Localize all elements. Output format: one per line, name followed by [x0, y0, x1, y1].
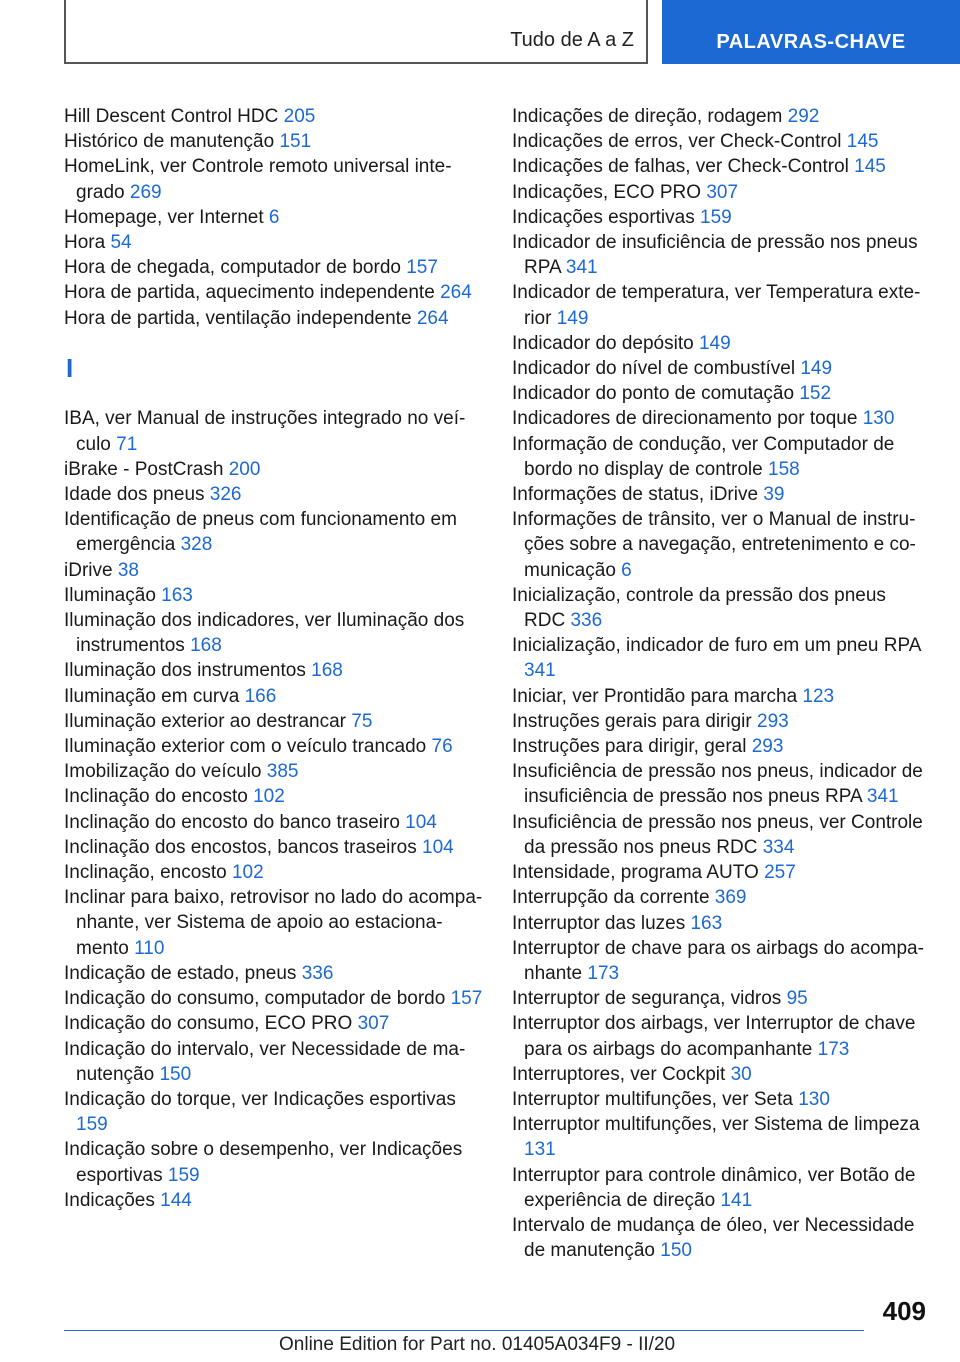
page-link[interactable]: 6 — [621, 559, 632, 581]
index-entry — [64, 205, 484, 230]
page-link[interactable]: 307 — [357, 1013, 390, 1035]
entry-text: Interruptor das luzes — [512, 912, 686, 934]
entry-text: Imobilização do veículo — [64, 761, 262, 783]
page-link[interactable]: 341 — [565, 257, 598, 279]
entry-text: Indicador do nível de combustível — [512, 358, 796, 380]
entry-text: Indicação do consumo, computador de bordo — [64, 988, 446, 1010]
index-entry — [64, 961, 484, 986]
entry-text: Inclinar para baixo, retrovisor no lado do acompanhante, ver Sistema de apoio ao estacionamento — [64, 887, 483, 959]
entry-text: Indicações, ECO PRO — [512, 181, 702, 203]
index-entry — [64, 104, 484, 129]
entry-text: Indicação do torque, ver Indicações esportivas — [64, 1088, 456, 1110]
page-link[interactable]: 326 — [209, 484, 242, 506]
page-link[interactable]: 159 — [76, 1114, 108, 1136]
page-link[interactable]: 123 — [802, 685, 835, 707]
page-link[interactable]: 145 — [846, 131, 879, 153]
entry-text: Indicação sobre o desempenho, ver Indicações esportivas — [64, 1139, 463, 1186]
index-entry — [64, 129, 484, 154]
index-entry — [64, 507, 484, 557]
page-link[interactable]: 257 — [764, 862, 796, 884]
index-entry — [512, 709, 926, 734]
index-entry — [512, 356, 926, 381]
index-entry — [64, 784, 484, 809]
index-entry — [512, 911, 926, 936]
entry-text: Insuficiência de pressão nos pneus, ver Controle da pressão nos pneus RDC — [512, 811, 923, 858]
page-link[interactable]: 158 — [768, 458, 800, 480]
index-entry — [512, 684, 926, 709]
index-entry — [64, 810, 484, 835]
entry-text: Interruptor dos airbags, ver Interruptor de chave para os airbags do acompanhante — [512, 1013, 916, 1060]
entry-text: Indicador do depósito — [512, 332, 694, 354]
index-entry — [512, 759, 926, 809]
header-section-box — [64, 0, 648, 64]
page-link[interactable]: 149 — [556, 307, 589, 329]
page-link[interactable]: 151 — [279, 131, 312, 153]
index-entry — [512, 331, 926, 356]
page-link[interactable]: 150 — [660, 1240, 692, 1262]
index-entry — [64, 457, 484, 482]
page-link[interactable]: 130 — [798, 1088, 830, 1110]
entry-text: Interruptor para controle dinâmico, ver Botão de experiência de direção — [512, 1164, 916, 1211]
page-link[interactable]: 293 — [751, 736, 784, 758]
entry-text: Inclinação dos encostos, bancos traseiros — [64, 836, 417, 858]
header-section-label: Tudo de A a Z — [510, 29, 634, 51]
page-link[interactable]: 269 — [129, 181, 162, 203]
page-link[interactable]: 149 — [698, 332, 731, 354]
page-link[interactable]: 157 — [406, 257, 438, 279]
index-entry — [64, 406, 484, 456]
page-link[interactable]: 30 — [730, 1063, 752, 1085]
index-entry — [64, 1188, 484, 1213]
page-link[interactable]: 328 — [180, 534, 213, 556]
index-entry — [64, 1011, 484, 1036]
page-link[interactable]: 168 — [190, 635, 222, 657]
index-entry — [64, 986, 484, 1011]
entry-text: Inclinação do encosto — [64, 786, 248, 808]
index-entry — [512, 482, 926, 507]
index-group-h — [64, 104, 484, 331]
entry-text: Iluminação exterior com o veículo trancado — [64, 736, 427, 758]
page-link[interactable]: 264 — [440, 282, 472, 304]
index-entry — [512, 381, 926, 406]
index-entry — [512, 810, 926, 860]
entry-text: Interruptor multifunções, ver Sistema de limpeza — [512, 1114, 920, 1136]
index-entry — [64, 583, 484, 608]
page-link[interactable]: 104 — [405, 811, 437, 833]
page-link[interactable]: 152 — [799, 383, 832, 405]
entry-text: Inclinação, encosto — [64, 862, 227, 884]
entry-text: Instruções para dirigir, geral — [512, 736, 747, 758]
page-link[interactable]: 95 — [786, 988, 808, 1010]
index-entry — [512, 583, 926, 633]
page-link[interactable]: 75 — [351, 710, 373, 732]
page-link[interactable]: 293 — [757, 710, 789, 732]
index-column-right — [512, 104, 926, 1263]
page-link[interactable]: 131 — [524, 1139, 556, 1161]
entry-text: Inclinação do encosto do banco traseiro — [64, 811, 400, 833]
entry-text: Histórico de manutenção — [64, 131, 275, 153]
entry-text: Hora — [64, 232, 106, 254]
section-letter: I — [66, 352, 74, 383]
index-entry — [64, 230, 484, 255]
entry-text: iBrake - PostCrash — [64, 458, 224, 480]
footer-divider — [64, 1330, 864, 1331]
entry-text: Identificação de pneus com funcionamento em emergência — [64, 509, 457, 556]
index-entry — [64, 280, 484, 305]
entry-text: Intervalo de mudança de óleo, ver Necessidade de manutenção — [512, 1214, 915, 1262]
entry-text: Hora de partida, aquecimento independente — [64, 282, 435, 304]
index-entry — [64, 1137, 484, 1187]
page-link[interactable]: 157 — [450, 988, 483, 1010]
index-entry — [64, 255, 484, 280]
entry-text: Indicador de temperatura, ver Temperatura exterior — [512, 282, 921, 329]
page-link[interactable]: 336 — [570, 610, 603, 632]
entry-text: Hora de chegada, computador de bordo — [64, 257, 401, 279]
index-entry — [64, 684, 484, 709]
entry-text: Indicação do consumo, ECO PRO — [64, 1013, 353, 1035]
entry-text: Informação de condução, ver Computador de bordo no display de controle — [512, 433, 895, 480]
page-link[interactable]: 38 — [117, 559, 139, 581]
index-entry — [512, 1163, 926, 1213]
index-entry — [512, 1213, 926, 1263]
header-tab-keywords[interactable]: PALAVRAS-CHAVE — [662, 0, 960, 64]
entry-text: Homepage, ver Internet — [64, 206, 264, 228]
entry-text: Indicador do ponto de comutação — [512, 383, 795, 405]
page-link[interactable]: 130 — [862, 408, 895, 430]
index-column-left — [64, 104, 484, 1213]
index-entry — [64, 658, 484, 683]
page-link[interactable]: 336 — [301, 962, 334, 984]
page-link[interactable]: 168 — [311, 660, 343, 682]
page-link[interactable]: 341 — [524, 660, 556, 682]
entry-text: Hill Descent Control HDC — [64, 106, 279, 127]
entry-text: Iniciar, ver Prontidão para marcha — [512, 685, 798, 707]
index-entry — [64, 885, 484, 961]
index-entry — [64, 482, 484, 507]
entry-text: Iluminação dos instrumentos — [64, 660, 306, 682]
entry-text: Idade dos pneus — [64, 484, 205, 506]
page-link[interactable]: 145 — [854, 156, 886, 178]
index-entry — [64, 860, 484, 885]
page-link[interactable]: 104 — [422, 836, 454, 858]
index-entry — [64, 608, 484, 658]
index-entry — [512, 1087, 926, 1112]
index-entry — [512, 633, 926, 683]
entry-text: Iluminação — [64, 584, 156, 606]
page-link[interactable]: 110 — [134, 937, 165, 959]
entry-text: Indicações de erros, ver Check-Control — [512, 131, 842, 153]
entry-text: Interruptor multifunções, ver Seta — [512, 1088, 793, 1110]
page-link[interactable]: 159 — [167, 1164, 200, 1186]
entry-text: Intensidade, programa AUTO — [512, 862, 759, 884]
entry-text: Inicialização, controle da pressão dos pneus RDC — [512, 584, 886, 632]
index-entry — [512, 986, 926, 1011]
page-link[interactable]: 307 — [706, 181, 739, 203]
index-entry — [512, 180, 926, 205]
index-entry — [512, 1112, 926, 1162]
index-entry — [512, 230, 926, 280]
index-entry — [64, 306, 484, 331]
index-entry — [512, 104, 926, 129]
index-group-i-continued — [512, 104, 926, 1263]
index-entry — [512, 1062, 926, 1087]
index-entry — [512, 507, 926, 583]
entry-text: Iluminação dos indicadores, ver Iluminação dos instrumentos — [64, 610, 465, 657]
entry-text: Iluminação em curva — [64, 685, 240, 707]
index-entry — [64, 709, 484, 734]
index-group-i — [64, 406, 484, 1213]
page-link[interactable]: 173 — [587, 962, 620, 984]
page-link[interactable]: 39 — [763, 484, 785, 506]
page-link[interactable]: 76 — [431, 736, 453, 758]
page-link[interactable]: 369 — [714, 887, 747, 909]
page-link[interactable]: 150 — [159, 1063, 192, 1085]
index-entry — [64, 734, 484, 759]
page-link[interactable]: 166 — [244, 685, 277, 707]
index-entry — [512, 280, 926, 330]
page-link[interactable]: 163 — [690, 912, 723, 934]
page-link[interactable]: 144 — [160, 1189, 192, 1211]
entry-text: Indicação do intervalo, ver Necessidade de manutenção — [64, 1038, 466, 1085]
page-link[interactable]: 264 — [416, 307, 449, 329]
entry-text: Interruptor de segurança, vidros — [512, 988, 782, 1010]
entry-text: Indicação de estado, pneus — [64, 962, 297, 984]
page-link[interactable]: 163 — [161, 584, 193, 606]
entry-text: Informações de status, iDrive — [512, 484, 759, 506]
index-entry — [512, 885, 926, 910]
entry-text: HomeLink, ver Controle remoto universal integrado — [64, 156, 452, 203]
page-link[interactable]: 292 — [787, 106, 820, 127]
entry-text: Insuficiência de pressão nos pneus, indicador de insuficiência de pressão nos pneus RPA — [512, 761, 923, 808]
entry-text: Indicações — [64, 1189, 155, 1211]
entry-text: Instruções gerais para dirigir — [512, 710, 752, 732]
entry-text: Inicialização, indicador de furo em um pneu RPA — [512, 635, 921, 657]
index-entry — [512, 734, 926, 759]
index-entry — [64, 759, 484, 784]
entry-text: IBA, ver Manual de instruções integrado no veículo — [64, 408, 466, 455]
index-entry — [512, 432, 926, 482]
index-entry — [512, 406, 926, 431]
page-link[interactable]: 54 — [110, 232, 132, 254]
entry-text: Indicações esportivas — [512, 206, 695, 228]
index-entry — [512, 1011, 926, 1061]
index-entry — [64, 835, 484, 860]
entry-text: Interruptor de chave para os airbags do acompanhante — [512, 937, 924, 984]
page-link[interactable]: 102 — [231, 862, 264, 884]
index-entry — [512, 129, 926, 154]
page-link[interactable]: 141 — [720, 1189, 753, 1211]
page-link[interactable]: 102 — [253, 786, 285, 808]
page-link[interactable]: 200 — [228, 458, 261, 480]
index-entry — [512, 936, 926, 986]
index-entry — [64, 154, 484, 204]
entry-text: Indicações de falhas, ver Check-Control — [512, 156, 849, 178]
page-link[interactable]: 341 — [866, 786, 899, 808]
entry-text: Informações de trânsito, ver o Manual de instruções sobre a navegação, entretenimento e comunicação — [512, 509, 916, 581]
page-link[interactable]: 149 — [800, 358, 833, 380]
index-entry — [64, 1087, 484, 1137]
index-entry — [512, 205, 926, 230]
edition-note: Online Edition for Part no. 01405A034F9 - II/20 — [279, 1334, 676, 1355]
page-link[interactable]: 159 — [700, 206, 732, 228]
entry-text: Hora de partida, ventilação independente — [64, 307, 412, 329]
index-entry — [512, 154, 926, 179]
page-link[interactable]: 205 — [283, 106, 316, 127]
entry-text: Indicador de insuficiência de pressão nos pneus RPA — [512, 232, 918, 279]
page-number: 409 — [882, 1296, 926, 1326]
entry-text: Indicações de direção, rodagem — [512, 106, 783, 127]
page-link[interactable]: 6 — [268, 206, 280, 228]
entry-text: Interrupção da corrente — [512, 887, 710, 909]
page-link[interactable]: 385 — [266, 761, 299, 783]
entry-text: Iluminação exterior ao destrancar — [64, 710, 346, 732]
page-link[interactable]: 334 — [762, 836, 795, 858]
page-link[interactable]: 71 — [116, 433, 138, 455]
page-link[interactable]: 173 — [817, 1038, 850, 1060]
entry-text: Indicadores de direcionamento por toque — [512, 408, 858, 430]
index-entry — [512, 860, 926, 885]
entry-text: iDrive — [64, 559, 113, 581]
index-entry — [64, 1037, 484, 1087]
entry-text: Interruptores, ver Cockpit — [512, 1063, 726, 1085]
index-entry — [64, 558, 484, 583]
